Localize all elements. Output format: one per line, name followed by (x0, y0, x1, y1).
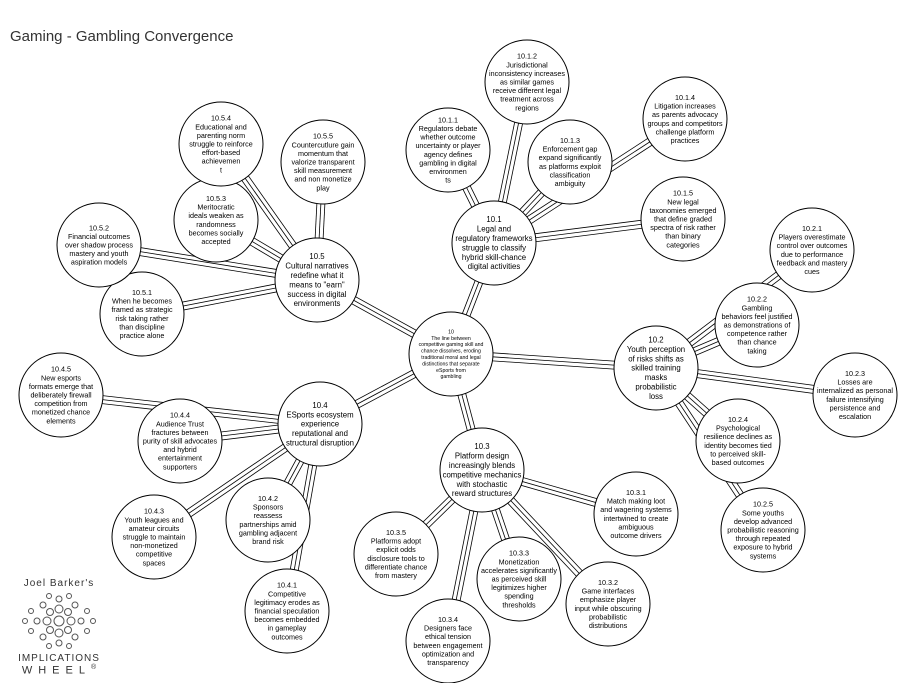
node-text-line: that define graded (654, 214, 712, 224)
node-10-3-2 (566, 562, 650, 646)
node-text-line: fractures between (151, 427, 209, 437)
node-text-line: ts (445, 175, 451, 185)
node-text-line: entertainment (158, 453, 202, 463)
node-text-line: t (220, 165, 222, 175)
node-text-line: accepted (201, 237, 231, 247)
node-text-line: formats emerge that (28, 381, 94, 391)
node-text-line: framed as strategic (111, 305, 173, 315)
node-id-label: 10 (448, 329, 454, 336)
node-text-line: accelerates significantly (481, 565, 557, 575)
node-text-line: struggle to reinforce (189, 139, 253, 149)
node-id-label: 10.5.1 (132, 288, 152, 298)
node-id-label: 10.1.1 (438, 115, 458, 125)
node-10-4 (278, 382, 362, 466)
node-text-line: groups and competitors (647, 118, 723, 128)
logo-word-wheel: WHEEL® (21, 664, 97, 677)
node-text-line: Platforms adopt (370, 536, 422, 546)
node-text-line: than chance (737, 337, 777, 347)
node-text-line: increasingly blends (448, 461, 516, 471)
node-text-line: Match making loot (606, 496, 666, 506)
node-text-line: competitive gaming skill and (418, 342, 484, 349)
node-text-line: mastery and youth (69, 249, 129, 259)
node-10 (409, 312, 493, 396)
node-text-line: spending (504, 591, 534, 601)
page-title: Gaming - Gambling Convergence (10, 28, 234, 45)
node-id-label: 10.4.1 (277, 580, 297, 590)
node-text-line: than discipline (119, 322, 165, 332)
node-text-line: competitive (135, 549, 173, 559)
logo-word-implications: IMPLICATIONS (18, 653, 100, 664)
node-text-line: digital activities (467, 262, 521, 272)
node-text-line: control over outcomes (776, 241, 848, 251)
node-text-line: aspiration models (70, 257, 128, 267)
node-id-label: 10.2.4 (728, 415, 748, 425)
node-text-line: between engagement (413, 640, 483, 650)
node-text-line: competitive mechanics (442, 470, 522, 480)
node-text-line: struggle to classify (461, 243, 527, 253)
node-text-line: non-monetized (130, 541, 178, 551)
node-id-label: 10.2.2 (747, 294, 767, 304)
node-id-label: 10.3.4 (438, 615, 458, 625)
node-text-line: as perceived skill (491, 574, 547, 584)
node-text-line: effort-based (201, 148, 241, 158)
node-text-line: through repeated (735, 534, 791, 544)
node-text-line: reputational and (292, 429, 348, 439)
node-id-label: 10.5.2 (89, 223, 109, 233)
node-id-label: 10.3.2 (598, 578, 618, 588)
node-text-line: from mastery (375, 571, 417, 581)
node-id-label: 10.3 (474, 442, 490, 452)
node-text-line: practices (670, 136, 700, 146)
node-text-line: ethical tension (425, 632, 471, 642)
node-text-line: internalized as personal (817, 386, 893, 396)
node-text-line: success in digital (287, 289, 347, 299)
node-text-line: regions (515, 103, 539, 113)
node-text-line: legitimacy erodes as (254, 597, 320, 607)
node-text-line: Youth perception (626, 344, 686, 354)
node-text-line: gambling (440, 374, 462, 381)
node-id-label: 10.4.5 (51, 364, 71, 374)
node-text-line: purity of skill advocates (142, 436, 218, 446)
node-10-5-4 (179, 102, 263, 186)
node-text-line: experience (300, 419, 340, 429)
node-text-line: challenge platform (655, 127, 715, 137)
node-text-line: environments (293, 299, 341, 309)
node-id-label: 10.5.3 (206, 194, 226, 204)
node-10-2-2 (715, 283, 799, 367)
node-text-line: due to performance (780, 249, 844, 259)
node-text-line: Jurisdictional (506, 60, 548, 70)
node-id-label: 10.4.2 (258, 494, 278, 504)
node-text-line: ambiguous (618, 522, 654, 532)
node-text-line: transparency (427, 658, 469, 668)
node-text-line: receive different legal (492, 86, 562, 96)
node-id-label: 10.3.1 (626, 488, 646, 498)
node-text-line: distributions (588, 621, 628, 631)
node-text-line: New legal (667, 197, 699, 207)
node-text-line: Players overestimate (778, 232, 846, 242)
node-text-line: probabilistic (635, 382, 677, 392)
node-text-line: competence rather (727, 329, 787, 339)
node-10-2-5 (721, 488, 805, 572)
node-text-line: Game interfaces (581, 586, 635, 596)
node-text-line: behaviors feel justified (721, 311, 793, 321)
node-id-label: 10.1.4 (675, 93, 695, 103)
node-id-label: 10.3.5 (386, 528, 406, 538)
node-text-line: spaces (142, 558, 166, 568)
node-id-label: 10.5.4 (211, 113, 231, 123)
node-text-line: eSports from (436, 367, 466, 374)
node-text-line: thresholds (502, 600, 536, 610)
node-text-line: of risks shifts as (628, 354, 684, 364)
node-text-line: differentiate chance (364, 562, 428, 572)
node-id-label: 10.4.3 (144, 506, 164, 516)
node-text-line: expand significantly (538, 153, 602, 163)
node-text-line: The line between (431, 335, 471, 342)
node-text-line: becomes socially (188, 228, 244, 238)
node-10-4-4 (138, 399, 222, 483)
node-10-1-1 (406, 108, 490, 192)
node-10-3-3 (477, 537, 561, 621)
node-text-line: optimization and (421, 649, 475, 659)
node-text-line: as platforms exploit (539, 161, 601, 171)
node-text-line: Litigation increases (654, 101, 716, 111)
node-text-line: Competitive (268, 589, 306, 599)
node-10-3-1 (594, 472, 678, 556)
node-10-1-2 (485, 40, 569, 124)
node-text-line: categories (666, 240, 700, 250)
node-10-1 (452, 201, 536, 285)
node-text-line: Gambling (741, 303, 773, 313)
node-text-line: masks (644, 373, 668, 383)
node-text-line: competition from (34, 399, 88, 409)
node-10-4-1 (245, 569, 329, 653)
node-text-line: reward structures (451, 489, 513, 499)
node-id-label: 10.2.5 (753, 499, 773, 509)
node-text-line: ambiguity (554, 179, 586, 189)
node-text-line: Financial outcomes (68, 231, 130, 241)
node-text-line: struggle to maintain (122, 532, 186, 542)
node-text-line: partnerships amid (239, 519, 297, 529)
node-text-line: in gameplay (267, 623, 307, 633)
node-10-5-3 (174, 178, 258, 262)
node-text-line: Some youths (742, 508, 784, 518)
node-text-line: New esports (41, 373, 81, 383)
node-text-line: Designers face (424, 623, 472, 633)
node-text-line: classification (549, 170, 591, 180)
node-text-line: explicit odds (376, 545, 416, 555)
node-text-line: taxonomies emerged (649, 205, 717, 215)
node-text-line: monetized chance (31, 407, 91, 417)
wheel-nodes (19, 40, 897, 683)
node-text-line: escalation (838, 412, 872, 422)
node-10-5-5 (281, 120, 365, 204)
node-text-line: loss (649, 391, 663, 401)
node-10-1-4 (643, 77, 727, 161)
node-text-line: gambling adjacent (238, 528, 298, 538)
node-text-line: regulatory frameworks (455, 234, 533, 244)
node-text-line: outcome drivers (610, 531, 662, 541)
node-10-4-2 (226, 478, 310, 562)
node-text-line: with stochastic (456, 479, 508, 489)
node-text-line: Monetization (498, 557, 540, 567)
node-10-2-1 (770, 208, 854, 292)
node-text-line: probabilistic (589, 612, 627, 622)
node-text-line: outcomes (271, 632, 303, 642)
node-text-line: Countercutlure gain (291, 140, 355, 150)
node-text-line: Losses are (837, 377, 873, 387)
node-text-line: agency defines (423, 149, 473, 159)
node-id-label: 10.5 (309, 252, 325, 262)
node-text-line: randomness (196, 219, 236, 229)
node-text-line: becomes embedded (254, 615, 320, 625)
node-text-line: amateur circuits (128, 523, 180, 533)
node-10-4-3 (112, 495, 196, 579)
node-text-line: resilience declines as (703, 432, 773, 442)
node-text-line: taking (747, 346, 767, 356)
node-text-line: persistence and (829, 403, 881, 413)
node-text-line: inconsistency increases (489, 68, 565, 78)
node-id-label: 10.4 (312, 400, 328, 410)
node-id-label: 10.4.4 (170, 410, 190, 420)
node-text-line: Meritocratic (197, 202, 235, 212)
node-id-label: 10.1.2 (517, 51, 537, 61)
node-text-line: over shadow process (65, 240, 133, 250)
node-text-line: uncertainty or player (415, 141, 481, 151)
node-text-line: deliberately firewall (30, 390, 92, 400)
node-text-line: ideals weaken as (188, 211, 244, 221)
node-text-line: intertwined to create (603, 513, 669, 523)
node-text-line: as parents advocacy (652, 110, 718, 120)
node-10-2-4 (696, 399, 780, 483)
node-text-line: Psychological (716, 423, 760, 433)
node-text-line: redefine what it (290, 271, 344, 281)
node-text-line: Legal and (476, 224, 512, 234)
node-text-line: Regulators debate (418, 124, 478, 134)
node-text-line: Sponsors (252, 502, 284, 512)
node-text-line: Audience Trust (156, 419, 204, 429)
node-10-2 (614, 326, 698, 410)
node-text-line: achievemen (201, 156, 241, 166)
node-text-line: input while obscuring (574, 603, 642, 613)
node-text-line: and hybrid (163, 445, 197, 455)
node-text-line: play (316, 183, 330, 193)
node-text-line: reassess (253, 511, 283, 521)
node-text-line: means to "earn" (289, 280, 345, 290)
node-text-line: Cultural narratives (285, 261, 349, 271)
node-text-line: Enforcement gap (542, 144, 598, 154)
node-10-5 (275, 238, 359, 322)
node-text-line: as similar games (500, 77, 554, 87)
node-text-line: failure intensifying (826, 394, 884, 404)
node-10-3-4 (406, 599, 490, 683)
node-id-label: 10.2 (648, 335, 664, 345)
node-10-1-3 (528, 120, 612, 204)
node-text-line: systems (749, 551, 777, 561)
node-text-line: exposure to hybrid (733, 542, 793, 552)
node-text-line: and non monetize (294, 174, 352, 184)
node-text-line: gambling in digital (419, 158, 477, 168)
node-text-line: emphasize player (579, 595, 637, 605)
node-text-line: probabilistic reasoning (727, 525, 799, 535)
node-10-3-5 (354, 512, 438, 596)
node-id-label: 10.3.3 (509, 548, 529, 558)
node-text-line: valorize transparent (291, 157, 355, 167)
node-10-1-5 (641, 177, 725, 261)
logo-author: Joel Barker's (23, 578, 95, 589)
node-text-line: develop advanced (733, 516, 793, 526)
node-text-line: treatment across (500, 94, 554, 104)
implications-wheel-logo (14, 578, 104, 677)
node-text-line: skilled training (631, 363, 681, 373)
node-id-label: 10.2.1 (802, 224, 822, 234)
node-text-line: parenting norm (196, 130, 246, 140)
node-text-line: legitimizes higher (491, 583, 547, 593)
node-id-label: 10.2.3 (845, 369, 865, 379)
node-text-line: structural disruption (285, 438, 355, 448)
node-text-line: skill measurement (294, 166, 352, 176)
node-text-line: environmen (429, 167, 467, 177)
node-id-label: 10.5.5 (313, 131, 333, 141)
node-text-line: elements (46, 416, 76, 426)
node-text-line: financial speculation (254, 606, 320, 616)
node-text-line: feedback and mastery (776, 258, 848, 268)
node-text-line: Platform design (454, 451, 510, 461)
node-text-line: ESports ecosystem (286, 410, 354, 420)
node-text-line: cues (804, 267, 820, 277)
node-text-line: supporters (163, 462, 197, 472)
node-text-line: spectra of risk rather (650, 223, 716, 233)
node-10-5-2 (57, 203, 141, 287)
node-text-line: hybrid skill-chance (461, 252, 527, 262)
node-text-line: traditional moral and legal (421, 355, 481, 362)
node-text-line: as demonstrations of (723, 320, 791, 330)
node-id-label: 10.1.3 (560, 136, 580, 146)
node-id-label: 10.1.5 (673, 188, 693, 198)
node-text-line: momentum that (298, 148, 348, 158)
node-text-line: disclosure tools to (367, 553, 425, 563)
node-text-line: risk taking rather (115, 313, 169, 323)
wheel-logo-icon (19, 591, 99, 651)
node-text-line: whether outcome (420, 132, 476, 142)
node-text-line: When he becomes (112, 296, 172, 306)
node-10-4-5 (19, 353, 103, 437)
node-text-line: practice alone (119, 331, 165, 341)
node-10-3 (440, 428, 524, 512)
node-text-line: and wagering systems (600, 505, 672, 515)
node-text-line: distinctions that separate (422, 361, 480, 368)
node-text-line: Educational and (195, 122, 247, 132)
node-text-line: chance dissolves, eroding (421, 348, 481, 355)
node-text-line: identity becomes tied (704, 440, 772, 450)
node-text-line: Youth leagues and (124, 515, 184, 525)
node-id-label: 10.1 (486, 215, 502, 225)
node-10-2-3 (813, 353, 897, 437)
node-text-line: brand risk (252, 537, 284, 547)
node-text-line: than binary (665, 231, 701, 241)
node-text-line: based outcomes (711, 458, 765, 468)
node-text-line: to perceived skill- (710, 449, 766, 459)
